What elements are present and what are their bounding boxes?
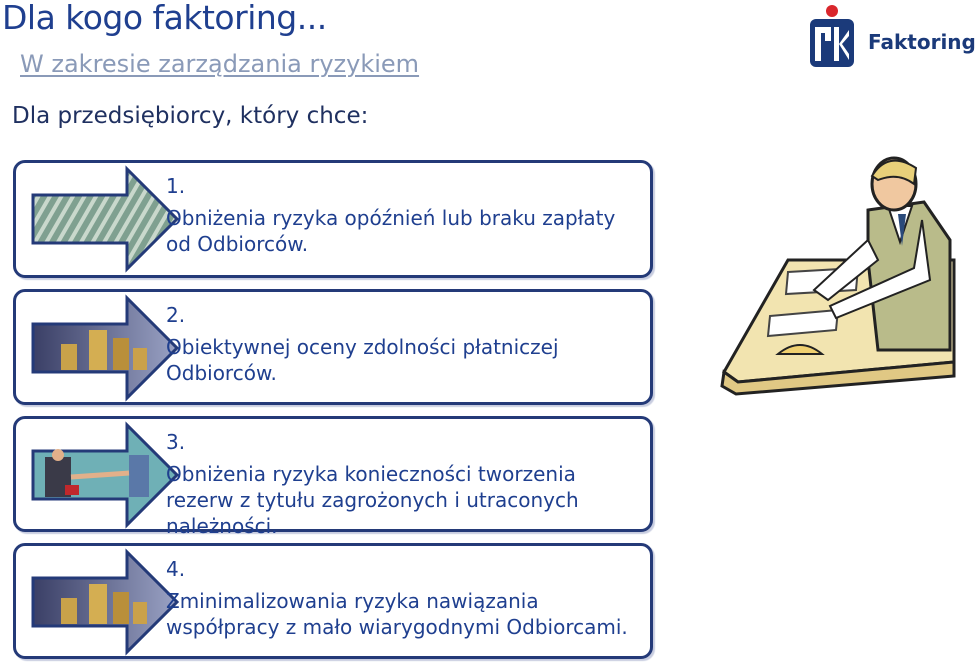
- list-item-2: [13, 289, 653, 405]
- item-number: 2.: [166, 303, 186, 327]
- item-number: 1.: [166, 174, 186, 198]
- item-number: 3.: [166, 430, 186, 454]
- item-text: Zminimalizowania ryzyka nawiązania współpracy z mało wiarygodnymi Odbiorcami.: [166, 589, 628, 639]
- logo-text: Faktoring: [868, 30, 976, 54]
- list-item-4: [13, 543, 653, 659]
- item-text: Obniżenia ryzyka opóźnień lub braku zapłaty od Odbiorców.: [166, 206, 616, 256]
- list-item-3: [13, 416, 653, 538]
- list-item-1: [13, 160, 653, 278]
- item-number: 4.: [166, 557, 186, 581]
- coins-arrow-icon: [31, 294, 181, 402]
- coins-arrow-icon: [31, 548, 181, 656]
- item-text: Obniżenia ryzyka konieczności tworzenia rezerw z tytułu zagrożonych i utraconych należności.: [166, 462, 579, 538]
- item-text: Obiektywnej oceny zdolności płatniczej Odbiorców.: [166, 335, 559, 385]
- intro-text: Dla przedsiębiorcy, który chce:: [12, 103, 369, 129]
- page-subtitle[interactable]: W zakresie zarządzania ryzykiem: [20, 50, 420, 78]
- page-title: Dla kogo faktoring...: [2, 0, 327, 37]
- banknotes-arrow-icon: [31, 165, 181, 273]
- clerk-at-desk-icon: [718, 150, 958, 400]
- handshake-arrow-icon: [31, 421, 181, 529]
